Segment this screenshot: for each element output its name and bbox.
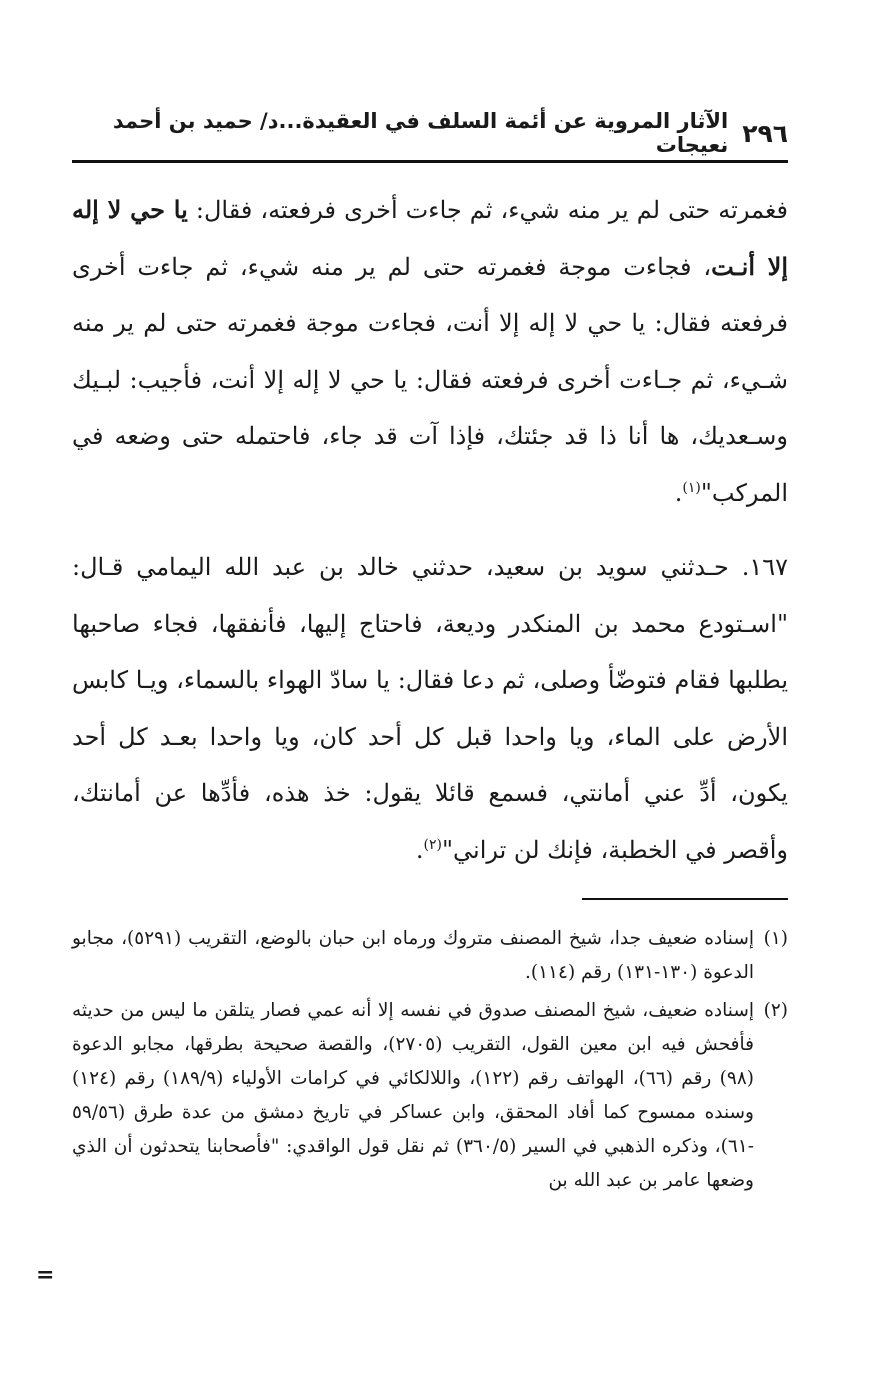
paragraph-1-bold-phrase: يا حي لا إله إلا أنـت: [72, 195, 789, 281]
continuation-mark: =: [36, 1262, 55, 1288]
paragraph-1: فغمرته حتى لم ير منه شيء، ثم جاءت أخرى فرفعته، فقال: يا حي لا إله إلا أنـت، فجاءت موجة فغمرته حتى لم ير منه شيء، ثم جاءت أخرى فرفعته فقال: يا حي لا إله إلا أنت، فجاءت موجة فغمرته حتى لم ير منه شـيء، ثم جـاءت أخرى فرفعته فقال: يا حي لا إله إلا أنت، فأجيب: لبـيك وسـعديك، ها أنا ذا قد جئتك، فإذا آت قد جاء، فاحتمله حتى وضعه في المركب"$^{(١)}$.: [72, 195, 789, 507]
footnote-2: [72, 994, 788, 1198]
header-rule: [72, 160, 788, 163]
footnote-1: [72, 922, 788, 990]
footnote-rule: [582, 898, 788, 900]
footnotes: [72, 922, 788, 1202]
footnote-ref-1: (١): [682, 479, 701, 496]
footnote-1-number: (١): [763, 928, 788, 949]
running-header-title: الآثار المروية عن أئمة السلف في العقيدة...د/ حميد بن أحمد نعيجات: [112, 109, 729, 157]
paragraph-2-text: ١٦٧. حـدثني سويد بن سعيد، حدثني خالد بن عبد الله اليمامي قـال: "اسـتودع محمد بن المنكدر وديعة، فاحتاج إليها، فأنفقها، فجاء صاحبها يطلبها فقام فتوضّأ وصلى، ثم دعا فقال: يا سادّ الهواء بالسماء، ويـا كابس الأرض على الماء، ويا واحدا قبل كل أحد كان، ويا واحدا بعـد كل أحد يكون، أدِّ عني أمانتي، فسمع قائلا يقول: خذ هذه، فأدِّها عن أمانتك، وأقصر في الخطبة، فإنك لن تراني": [72, 553, 789, 864]
paragraph-1-text-c: ، فجاءت موجة فغمرته حتى لم ير منه شيء، ثم جاءت أخرى فرفعته فقال: يا حي لا إله إلا أنت، فجاءت موجة فغمرته حتى لم ير منه شـيء، ثم جـاءت أخرى فرفعته فقال: يا حي لا إله إلا أنت، فأجيب: لبـيك وسـعديك، ها أنا ذا قد جئتك، فإذا آت قد جاء، فاحتمله حتى وضعه في المركب": [72, 252, 788, 507]
main-text: [72, 182, 788, 878]
footnote-2-text: إسناده ضعيف، شيخ المصنف صدوق في نفسه إلا أنه عمي فصار يتلقن ما ليس من حديثه فأفحش فيه ابن معين القول، التقريب (٢٧٠٥)، والقصة صحيحة بطرقها، مجابو الدعوة (٩٨) رقم (٦٦)، الهواتف رقم (١٢٢)، واللالكائي في كرامات الأولياء (١٨٩/٩) رقم (١٢٤) وسنده ممسوح كما أفاد المحقق، وابن عساكر في تاريخ دمشق من عدة طرق (٥٩/٥٦ -٦١)، وذكره الذهبي في السير (٣٦٠/٥) ثم نقل قول الواقدي: "فأصحابنا يتحدثون أن الذي وضعها عامر بن عبد الله بن: [72, 1000, 754, 1191]
page-number: ٢٩٦: [742, 118, 788, 148]
paragraph-2: ١٦٧. حـدثني سويد بن سعيد، حدثني خالد بن عبد الله اليمامي قـال: "اسـتودع محمد بن المنكدر وديعة، فاحتاج إليها، فأنفقها، فجاء صاحبها يطلبها فقام فتوضّأ وصلى، ثم دعا فقال: يا سادّ الهواء بالسماء، ويـا كابس الأرض على الماء، ويا واحدا قبل كل أحد كان، ويا واحدا بعـد كل أحد يكون، أدِّ عني أمانتي، فسمع قائلا يقول: خذ هذه، فأدِّها عن أمانتك، وأقصر في الخطبة، فإنك لن تراني"$^{(٢)}$.: [72, 553, 789, 864]
footnote-2-number: (٢): [763, 1000, 788, 1021]
running-header: [72, 108, 788, 158]
footnote-ref-2: (٢): [423, 836, 442, 853]
paragraph-1-text-a: فغمرته حتى لم ير منه شيء، ثم جاءت أخرى فرفعته، فقال:: [187, 196, 789, 224]
footnote-1-text: إسناده ضعيف جدا، شيخ المصنف متروك ورماه ابن حبان بالوضع، التقريب (٥٢٩١)، مجابو الدعوة (١٣٠-١٣١) رقم (١١٤).: [72, 928, 754, 983]
